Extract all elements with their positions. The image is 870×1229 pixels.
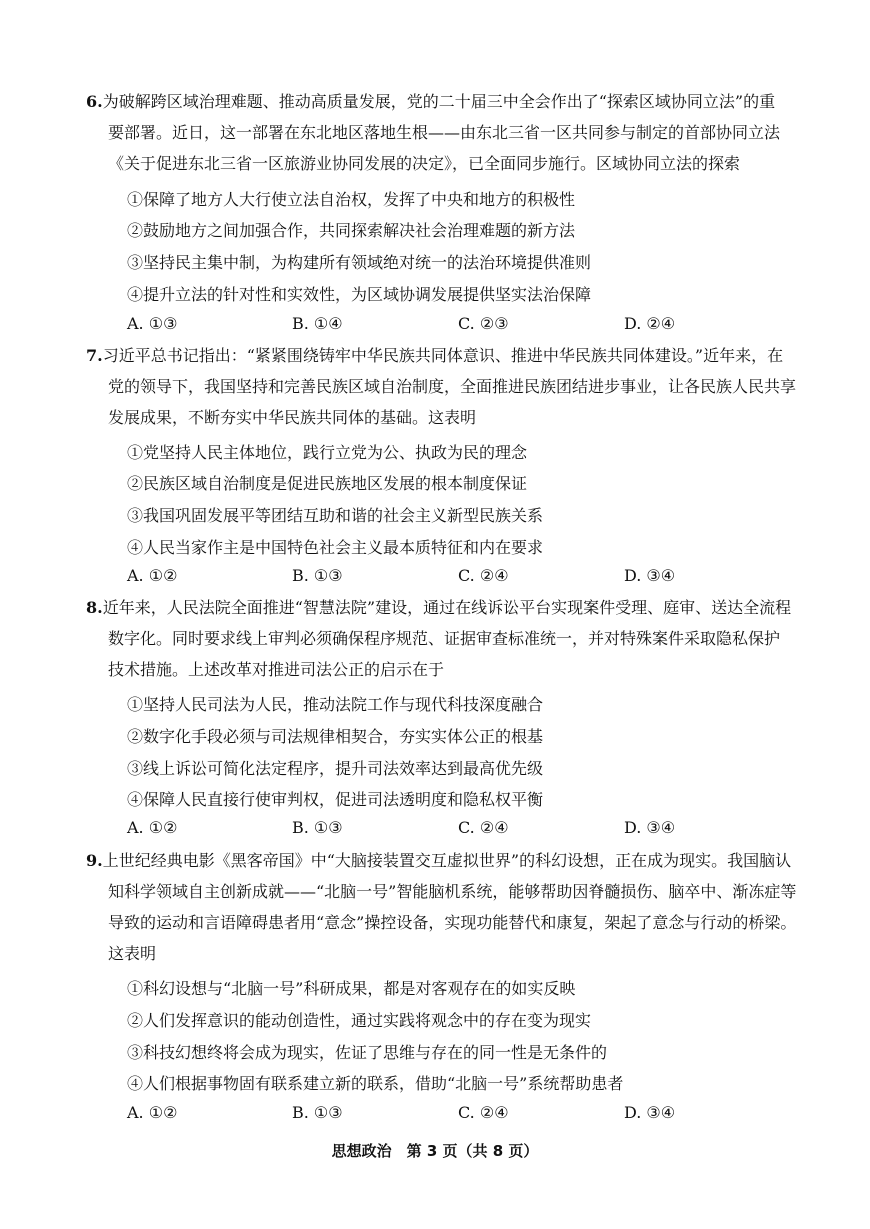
stem-line: 知科学领域自主创新成就——“北脑一号”智能脑机系统，能够帮助因脊髓损伤、脑卒中、渐冻症等 [108,882,797,901]
choice-c[interactable]: C. ②④ [458,818,509,837]
statement-4: ④人民当家作主是中国特色社会主义最本质特征和内在要求 [127,538,544,557]
stem-line: 上世纪经典电影《黑客帝国》中“大脑接装置交互虚拟世界”的科幻设想，正在成为现实。我国脑认 [102,851,792,870]
statement-4: ④保障人民直接行使审判权，促进司法透明度和隐私权平衡 [127,790,544,809]
statement-2: ②鼓励地方之间加强合作，共同探索解决社会治理难题的新方法 [127,221,576,240]
statement-1: ①保障了地方人大行使立法自治权，发挥了中央和地方的积极性 [127,190,576,209]
choice-d[interactable]: D. ③④ [624,566,676,585]
question-number: 6. [86,92,103,111]
stem-line: 这表明 [108,944,157,963]
question-stem [86,592,818,685]
question-stem [86,845,818,969]
question-number: 9. [86,851,103,870]
page-footer: 思想政治 第 3 页（共 8 页） [331,1142,539,1160]
statement-3: ③坚持民主集中制，为构建所有领域绝对统一的法治环境提供准则 [127,253,592,272]
stem-line: 《关于促进东北三省一区旅游业协同发展的决定》，已全面同步施行。区域协同立法的探索 [108,154,741,173]
statement-2: ②人们发挥意识的能动创造性，通过实践将观念中的存在变为现实 [127,1011,592,1030]
stem-line: 习近平总书记指出：“紧紧围绕铸牢中华民族共同体意识、推进中华民族共同体建设。”近年来，在 [102,346,784,365]
statement-4: ④提升立法的针对性和实效性，为区域协调发展提供坚实法治保障 [127,285,592,304]
statement-1: ①党坚持人民主体地位，践行立党为公、执政为民的理念 [127,443,528,462]
stem-line: 数字化。同时要求线上审判必须确保程序规范、证据审查标准统一，并对特殊案件采取隐私保护 [108,629,781,648]
question-stem [86,86,818,179]
stem-line: 近年来，人民法院全面推进“智慧法院”建设，通过在线诉讼平台实现案件受理、庭审、送达全流程 [102,598,792,617]
stem-line: 党的领导下，我国坚持和完善民族区域自治制度，全面推进民族团结进步事业，让各民族人民共享 [108,377,797,396]
stem-line: 为破解跨区域治理难题、推动高质量发展，党的二十届三中全会作出了“探索区域协同立法”的重 [102,92,776,111]
choice-c[interactable]: C. ②④ [458,1103,509,1122]
stem-line: 技术措施。上述改革对推进司法公正的启示在于 [108,660,445,679]
statement-4: ④人们根据事物固有联系建立新的联系，借助“北脑一号”系统帮助患者 [127,1074,624,1093]
question-number: 8. [86,598,103,617]
question-stem [86,340,818,433]
choice-c[interactable]: C. ②③ [458,314,509,333]
choice-a[interactable]: A. ①② [127,1103,178,1122]
statement-2: ②数字化手段必须与司法规律相契合，夯实实体公正的根基 [127,727,544,746]
statement-1: ①坚持人民司法为人民，推动法院工作与现代科技深度融合 [127,695,544,714]
statement-3: ③线上诉讼可简化法定程序，提升司法效率达到最高优先级 [127,759,544,778]
choice-a[interactable]: A. ①③ [127,314,178,333]
choice-b[interactable]: B. ①④ [292,314,343,333]
statement-3: ③我国巩固发展平等团结互助和谐的社会主义新型民族关系 [127,506,544,525]
choice-a[interactable]: A. ①② [127,818,178,837]
statement-1: ①科幻设想与“北脑一号”科研成果，都是对客观存在的如实反映 [127,979,576,998]
choice-c[interactable]: C. ②④ [458,566,509,585]
choice-a[interactable]: A. ①② [127,566,178,585]
statement-2: ②民族区域自治制度是促进民族地区发展的根本制度保证 [127,474,528,493]
stem-line: 发展成果，不断夯实中华民族共同体的基础。这表明 [108,408,477,427]
statement-3: ③科技幻想终将会成为现实，佐证了思维与存在的同一性是无条件的 [127,1043,608,1062]
stem-line: 要部署。近日，这一部署在东北地区落地生根——由东北三省一区共同参与制定的首部协同立法 [108,123,781,142]
choice-d[interactable]: D. ③④ [624,818,676,837]
choice-d[interactable]: D. ②④ [624,314,676,333]
choice-d[interactable]: D. ③④ [624,1103,676,1122]
stem-line: 导致的运动和言语障碍患者用“意念”操控设备，实现功能替代和康复，架起了意念与行动的桥梁。 [108,913,797,932]
choice-b[interactable]: B. ①③ [292,818,343,837]
choice-b[interactable]: B. ①③ [292,566,343,585]
choice-b[interactable]: B. ①③ [292,1103,343,1122]
question-number: 7. [86,346,103,365]
